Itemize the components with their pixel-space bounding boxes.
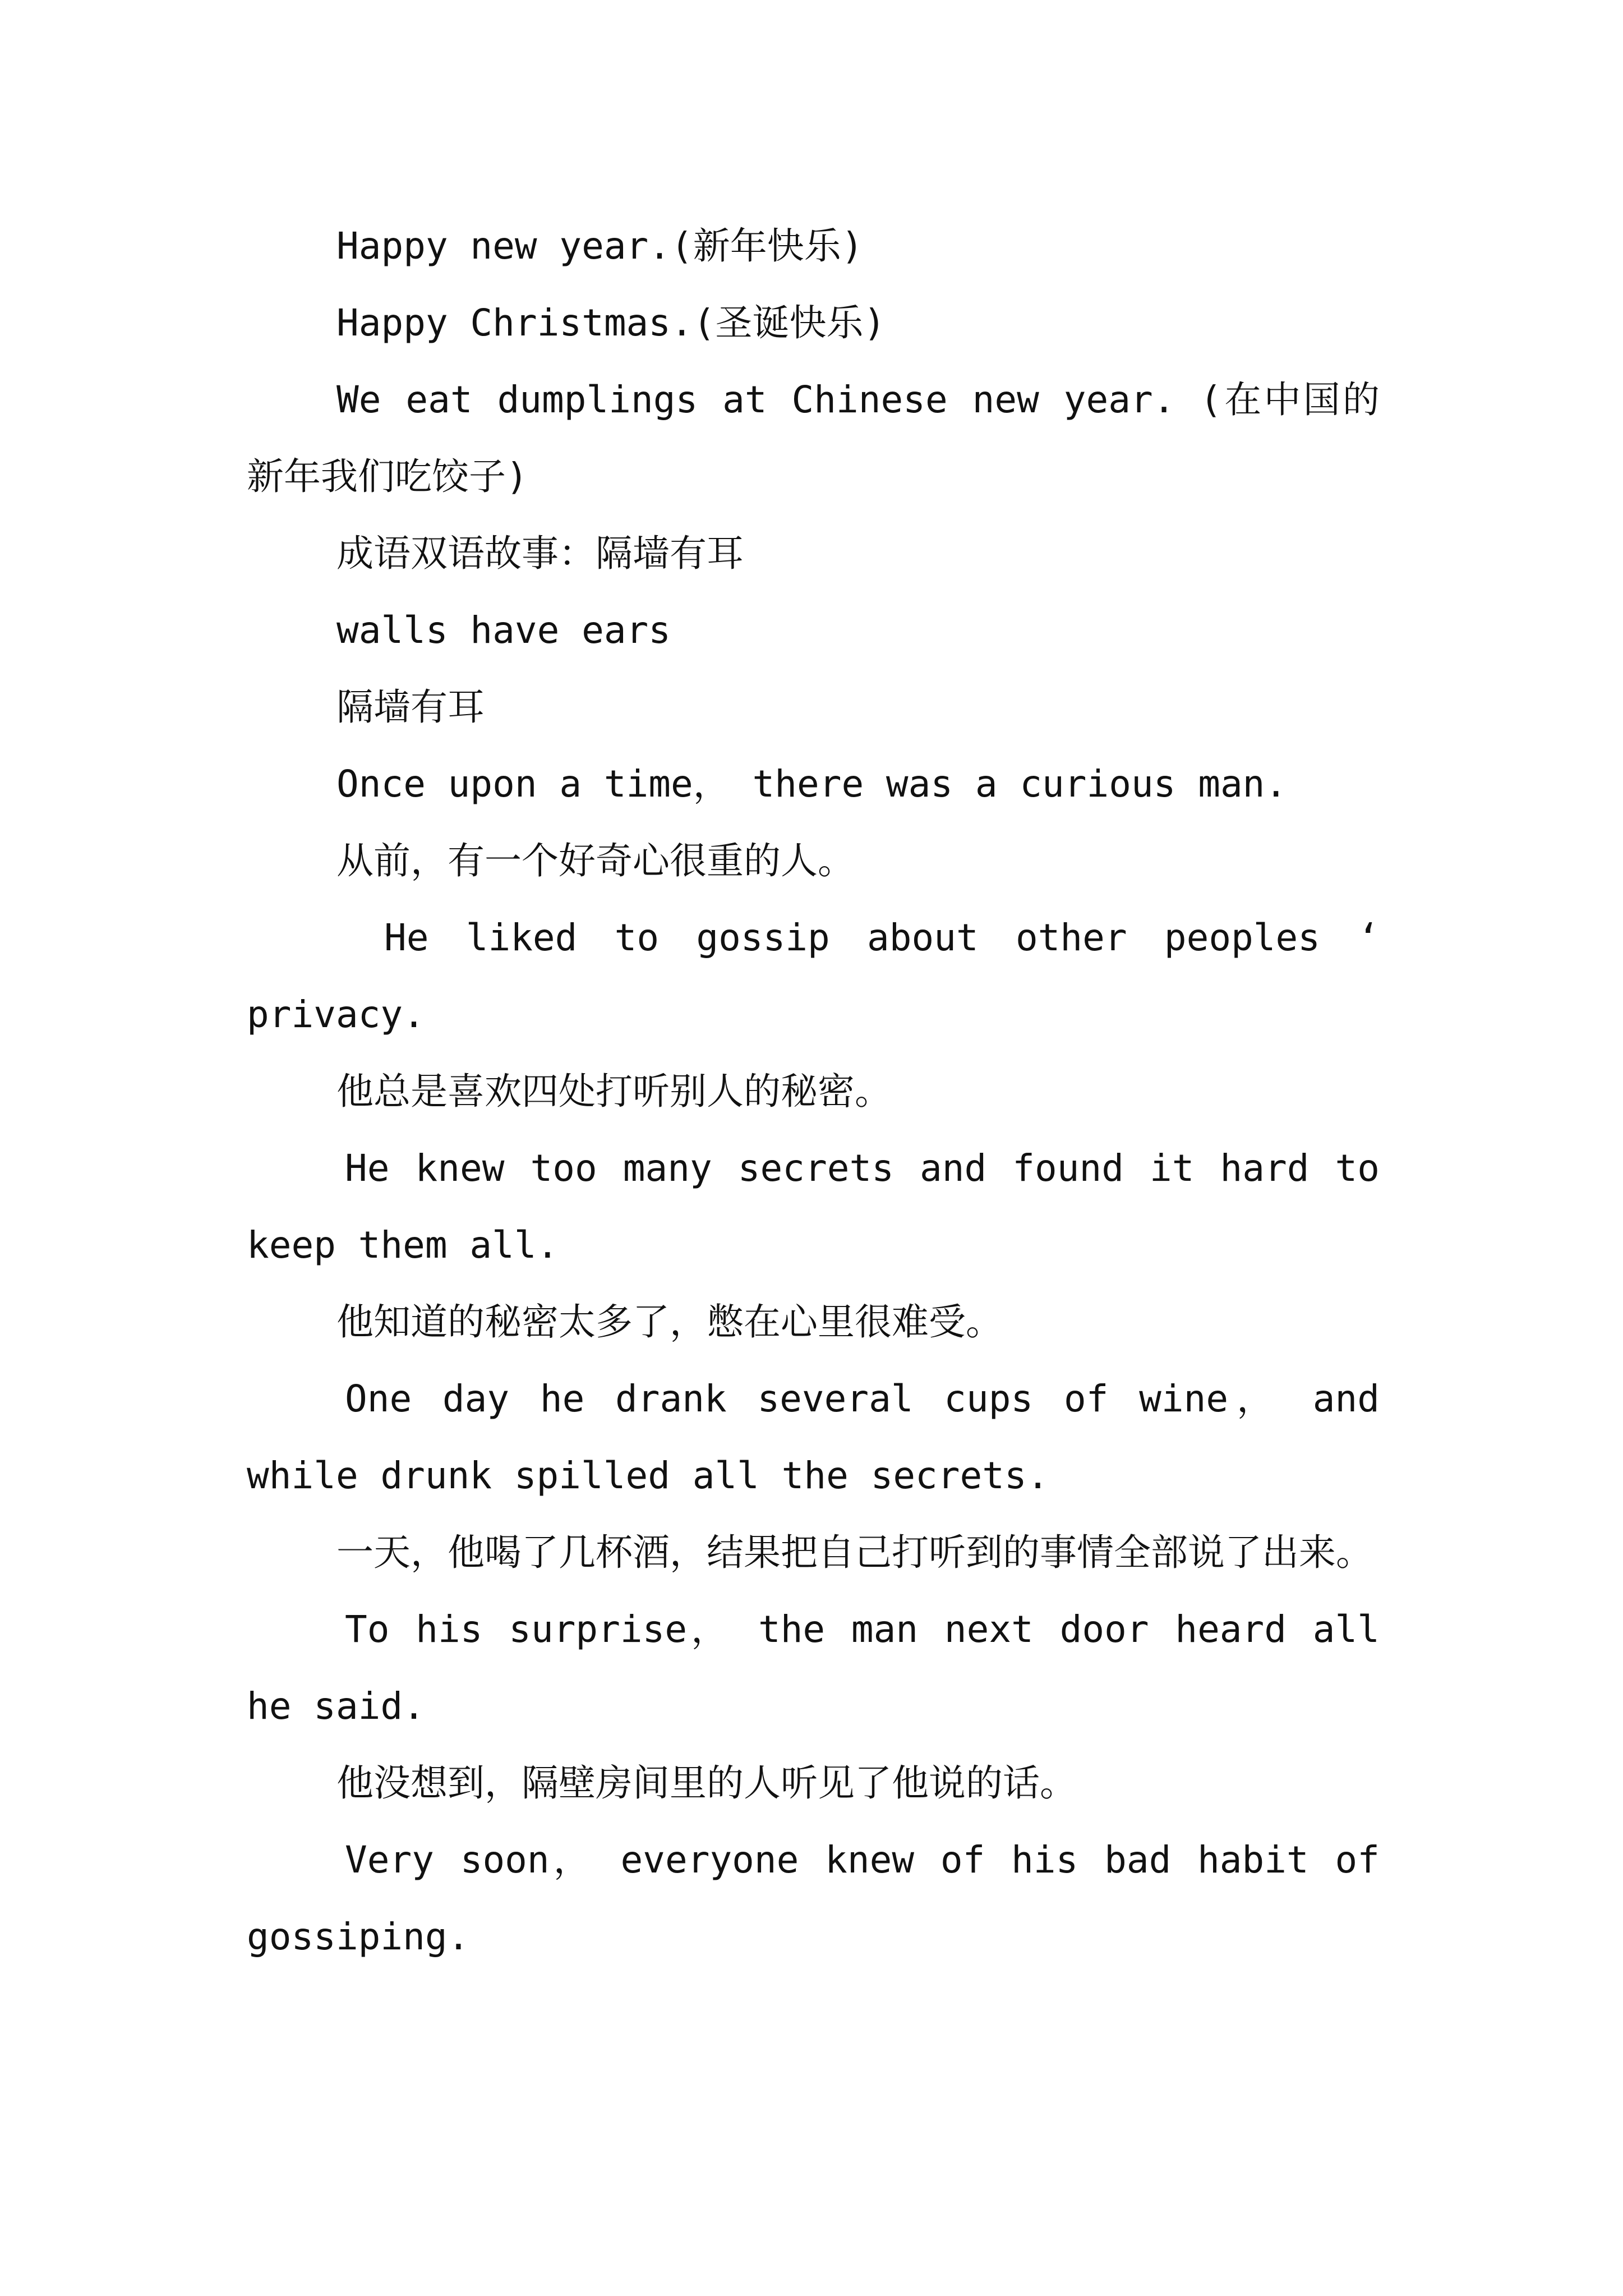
paragraph: We eat dumplings at Chinese new year. (在中国的新年我们吃饺子) bbox=[247, 378, 1380, 498]
paragraph: Very soon， everyone knew of his bad habit of gossiping. bbox=[247, 1838, 1380, 1958]
paragraph: He liked to gossip about other peoples ‘ privacy. bbox=[247, 916, 1380, 1036]
paragraph: 从前，有一个好奇心很重的人。 bbox=[336, 839, 855, 882]
paragraph: 他总是喜欢四处打听别人的秘密。 bbox=[336, 1070, 892, 1113]
paragraph: Once upon a time， there was a curious man. bbox=[336, 762, 1288, 806]
paragraph: 成语双语故事：隔墙有耳 bbox=[336, 532, 744, 575]
paragraph: One day he drank several cups of wine， and while drunk spilled all the secrets. bbox=[247, 1377, 1380, 1497]
paragraph: walls have ears bbox=[336, 609, 671, 652]
paragraph: 一天，他喝了几杯酒，结果把自己打听到的事情全部说了出来。 bbox=[336, 1531, 1373, 1574]
paragraph: 他知道的秘密太多了，憋在心里很难受。 bbox=[336, 1300, 1003, 1343]
paragraph: 隔墙有耳 bbox=[336, 685, 485, 729]
paragraph: Happy Christmas.(圣诞快乐) bbox=[336, 301, 886, 344]
document-body bbox=[247, 208, 1380, 1975]
paragraph: To his surprise， the man next door heard all he said. bbox=[247, 1608, 1380, 1728]
paragraph: 他没想到，隔壁房间里的人听见了他说的话。 bbox=[336, 1761, 1077, 1805]
paragraph: Happy new year.(新年快乐) bbox=[336, 224, 864, 268]
paragraph: He knew too many secrets and found it hard to keep them all. bbox=[247, 1147, 1380, 1267]
